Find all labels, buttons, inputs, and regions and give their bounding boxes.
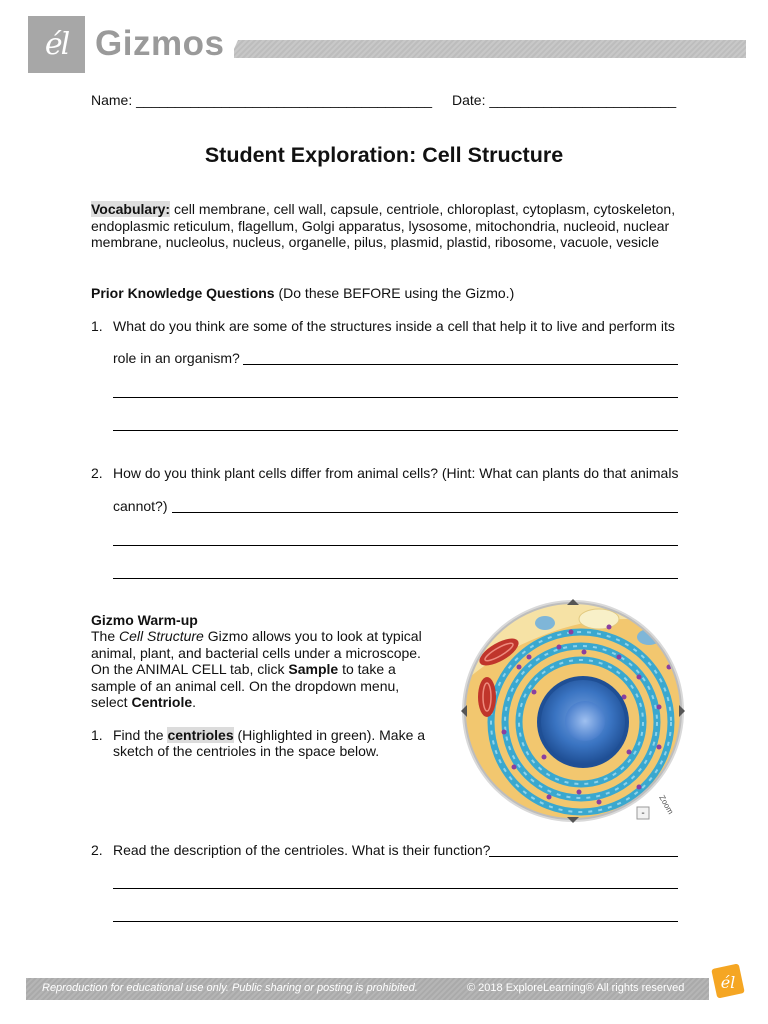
footer-logo-icon bbox=[708, 962, 746, 1000]
pk-q2-text: How do you think plant cells differ from animal cells? (Hint: What can plants do that animals bbox=[113, 465, 679, 481]
pk-q1-number: 1. bbox=[91, 318, 103, 334]
explorelearning-logo bbox=[28, 16, 85, 73]
vocabulary-line-1: cell membrane, cell wall, capsule, centriole, chloroplast, cytoplasm, cytoskeleton, bbox=[170, 201, 676, 217]
page-title: Student Exploration: Cell Structure bbox=[204, 143, 564, 167]
header-stripe-cut bbox=[230, 40, 238, 58]
logo-mark: él bbox=[44, 27, 69, 62]
pk-q2-text-2: cannot?) bbox=[113, 498, 168, 514]
animal-cell-microscope-image bbox=[459, 597, 687, 825]
warmup-q2-answer-line-2[interactable] bbox=[113, 888, 678, 889]
warmup-heading: Gizmo Warm-up bbox=[91, 612, 198, 628]
vocabulary-label: Vocabulary: bbox=[91, 201, 171, 217]
prior-knowledge-label: Prior Knowledge Questions bbox=[91, 285, 275, 301]
vocabulary-block bbox=[91, 201, 691, 251]
vocabulary-line-2: endoplasmic reticulum, flagellum, Golgi apparatus, lysosome, mitochondria, nucleoid, nuclear bbox=[91, 217, 670, 234]
warmup-q1-number: 1. bbox=[91, 727, 103, 743]
pk-q1-text-2: role in an organism? bbox=[113, 350, 240, 366]
warmup-centriole-term: Centriole bbox=[131, 694, 193, 710]
warmup-text-d: . bbox=[192, 694, 197, 710]
zoom-label: Zoom bbox=[657, 793, 676, 816]
pk-q1-answer-line-3[interactable] bbox=[113, 430, 678, 431]
header-stripe bbox=[234, 40, 746, 58]
warmup-sample-term: Sample bbox=[288, 661, 339, 677]
warmup-paragraph bbox=[91, 628, 431, 711]
warmup-gizmo-name: Cell Structure bbox=[119, 628, 204, 644]
pk-q2-answer-line-3[interactable] bbox=[113, 578, 678, 579]
footer-copyright: © 2018 ExploreLearning® All rights reserved bbox=[467, 982, 685, 994]
warmup-q1-text-b: (Highlighted in green). Make a bbox=[233, 727, 426, 743]
pk-q1-answer-line-2[interactable] bbox=[113, 397, 678, 398]
footer-disclaimer: Reproduction for educational use only. Public sharing or posting is prohibited. bbox=[42, 982, 418, 994]
warmup-q2-answer-line-3[interactable] bbox=[113, 921, 678, 922]
date-field[interactable]: Date: ________________________ bbox=[452, 92, 677, 108]
pk-q2-answer-line-1[interactable] bbox=[172, 512, 678, 513]
zoom-minus-label: - bbox=[641, 808, 645, 819]
warmup-q2-number: 2. bbox=[91, 842, 103, 858]
footer-logo bbox=[708, 962, 746, 1000]
warmup-text-a: The bbox=[91, 628, 120, 644]
warmup-q1-text-2: sketch of the centrioles in the space below. bbox=[113, 743, 380, 759]
warmup-q1-text bbox=[113, 727, 425, 743]
nucleolus bbox=[565, 701, 605, 741]
name-field[interactable]: Name: ______________________________________ bbox=[91, 92, 432, 108]
pk-q2-answer-line-2[interactable] bbox=[113, 545, 678, 546]
footer-logo-mark: él bbox=[720, 973, 736, 992]
pk-q1-answer-line-1[interactable] bbox=[243, 364, 678, 365]
warmup-q1-text-a: Find the bbox=[113, 727, 168, 743]
brand-title: Gizmos bbox=[95, 24, 225, 63]
vocabulary-line-3: membrane, nucleolus, nucleus, organelle, pilus, plasmid, plastid, ribosome, vacuole, vesicle bbox=[91, 234, 660, 250]
vesicle-2 bbox=[535, 616, 555, 630]
vesicle bbox=[579, 609, 619, 629]
warmup-q2-answer-line-1[interactable] bbox=[489, 856, 678, 857]
warmup-text-c: to take a sample of an animal cell. On the dropdown menu, select bbox=[91, 661, 400, 710]
centrioles-highlight: centrioles bbox=[167, 727, 234, 743]
prior-knowledge-note: (Do these BEFORE using the Gizmo.) bbox=[274, 285, 515, 301]
prior-knowledge-heading bbox=[91, 285, 514, 301]
cell-illustration bbox=[459, 597, 687, 825]
warmup-text-b: Gizmo allows you to look at typical animal, plant, and bacterial cells under a microscope. On the ANIMAL CELL tab, click bbox=[91, 628, 422, 677]
warmup-q2-text: Read the description of the centrioles. What is their function? bbox=[113, 842, 491, 858]
pk-q2-number: 2. bbox=[91, 465, 103, 481]
pk-q1-text: What do you think are some of the structures inside a cell that help it to live and perform its bbox=[113, 318, 675, 334]
